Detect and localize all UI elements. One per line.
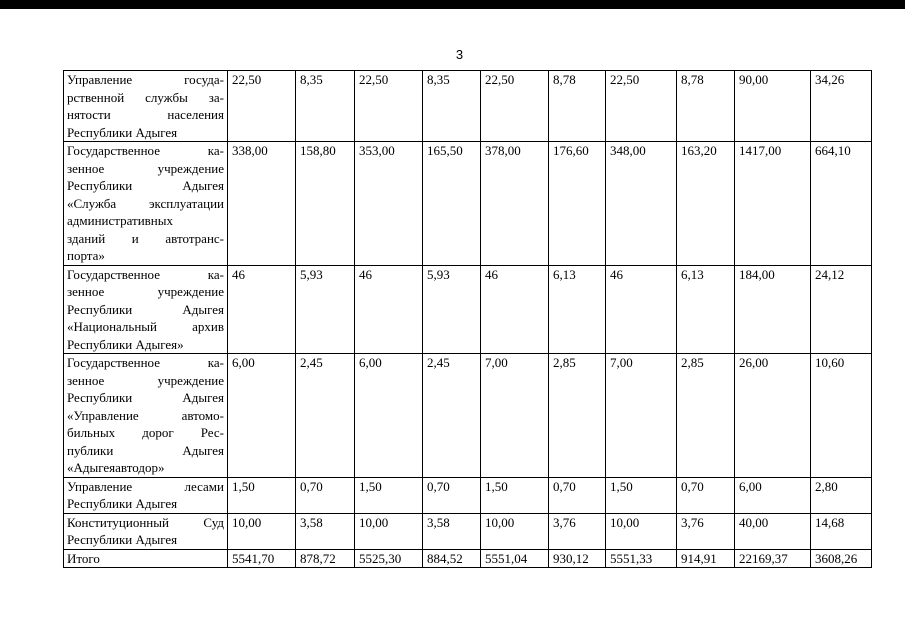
value-cell: 338,00 — [228, 142, 296, 266]
value-cell: 158,80 — [296, 142, 355, 266]
value-cell: 176,60 — [549, 142, 606, 266]
value-cell: 10,00 — [481, 513, 549, 549]
value-cell: 0,70 — [677, 477, 735, 513]
table-row — [64, 71, 872, 142]
organization-name-cell — [64, 71, 228, 142]
value-cell: 3,58 — [423, 513, 481, 549]
organization-name-line: Конституционный Суд — [67, 514, 224, 530]
value-cell: 664,10 — [811, 142, 872, 266]
organization-name-line: Республики Адыгея — [67, 301, 224, 317]
value-cell: 5,93 — [296, 265, 355, 354]
value-cell: 8,78 — [677, 71, 735, 142]
value-cell: 930,12 — [549, 549, 606, 568]
value-cell: 378,00 — [481, 142, 549, 266]
organization-name-line: Управление госуда- — [67, 72, 224, 87]
value-cell: 26,00 — [735, 354, 811, 478]
value-cell: 6,00 — [735, 477, 811, 513]
value-cell: 1,50 — [606, 477, 677, 513]
value-cell: 46 — [606, 265, 677, 354]
value-cell: 46 — [481, 265, 549, 354]
value-cell: 6,00 — [355, 354, 423, 478]
value-cell: 8,35 — [296, 71, 355, 142]
table-row — [64, 513, 872, 549]
organization-name-cell — [64, 354, 228, 478]
organization-name-line: публики Адыгея — [67, 442, 224, 458]
value-cell: 2,80 — [811, 477, 872, 513]
value-cell: 5541,70 — [228, 549, 296, 568]
value-cell: 8,78 — [549, 71, 606, 142]
value-cell: 22,50 — [228, 71, 296, 142]
organization-name-line: нятости населения — [67, 107, 224, 122]
scan-top-border — [0, 0, 905, 9]
value-cell: 8,35 — [423, 71, 481, 142]
organization-name-cell — [64, 513, 228, 549]
value-cell: 3608,26 — [811, 549, 872, 568]
value-cell: 5551,33 — [606, 549, 677, 568]
organization-name-line: Республики Адыгея — [67, 124, 178, 140]
table-row — [64, 265, 872, 354]
value-cell: 10,60 — [811, 354, 872, 478]
value-cell: 884,52 — [423, 549, 481, 568]
total-row — [64, 549, 872, 568]
organization-name-line: рственной службы за- — [67, 89, 224, 105]
organization-name-line: Итого — [67, 550, 100, 566]
value-cell: 184,00 — [735, 265, 811, 354]
value-cell: 24,12 — [811, 265, 872, 354]
value-cell: 22,50 — [481, 71, 549, 142]
page-number: 3 — [455, 47, 464, 62]
organization-name-line: Государственное ка- — [67, 355, 224, 370]
organization-name-line: Республики Адыгея — [67, 496, 178, 511]
organization-name-line: «Служба эксплуатации — [67, 195, 224, 211]
value-cell: 165,50 — [423, 142, 481, 266]
value-cell: 1417,00 — [735, 142, 811, 266]
value-cell: 348,00 — [606, 142, 677, 266]
value-cell: 5,93 — [423, 265, 481, 354]
value-cell: 7,00 — [606, 354, 677, 478]
value-cell: 2,85 — [549, 354, 606, 478]
organization-name-line: Республики Адыгея — [67, 532, 178, 547]
organization-name-line: зенное учреждение — [67, 284, 224, 299]
value-cell: 1,50 — [481, 477, 549, 513]
organization-name-cell — [64, 549, 228, 568]
value-cell: 1,50 — [228, 477, 296, 513]
value-cell: 5551,04 — [481, 549, 549, 568]
value-cell: 2,45 — [296, 354, 355, 478]
value-cell: 22,50 — [355, 71, 423, 142]
organization-name-line: «Управление автомо- — [67, 407, 224, 423]
organization-name-line: зенное учреждение — [67, 160, 224, 176]
table-row — [64, 354, 872, 478]
table-row — [64, 142, 872, 266]
table-row — [64, 477, 872, 513]
value-cell: 5525,30 — [355, 549, 423, 568]
value-cell: 22169,37 — [735, 549, 811, 568]
value-cell: 3,58 — [296, 513, 355, 549]
value-cell: 6,13 — [677, 265, 735, 354]
value-cell: 2,85 — [677, 354, 735, 478]
value-cell: 40,00 — [735, 513, 811, 549]
value-cell: 878,72 — [296, 549, 355, 568]
table-body — [64, 71, 872, 568]
organization-name-line: административных — [67, 213, 173, 228]
value-cell: 914,91 — [677, 549, 735, 568]
organization-name-line: зенное учреждение — [67, 372, 224, 388]
organization-name-line: Государственное ка- — [67, 266, 224, 282]
organization-name-line: Управление лесами — [67, 478, 224, 494]
value-cell: 3,76 — [677, 513, 735, 549]
organization-name-cell — [64, 477, 228, 513]
value-cell: 3,76 — [549, 513, 606, 549]
organization-name-line: порта» — [67, 248, 105, 263]
value-cell: 46 — [355, 265, 423, 354]
value-cell: 163,20 — [677, 142, 735, 266]
value-cell: 6,13 — [549, 265, 606, 354]
organization-name-line: Республики Адыгея — [67, 178, 224, 193]
value-cell: 90,00 — [735, 71, 811, 142]
organization-name-line: бильных дорог Рес- — [67, 425, 224, 440]
organization-name-line: «Адыгеяавтодор» — [67, 460, 165, 475]
value-cell: 0,70 — [296, 477, 355, 513]
organization-name-line: «Национальный архив — [67, 319, 224, 334]
value-cell: 22,50 — [606, 71, 677, 142]
value-cell: 34,26 — [811, 71, 872, 142]
value-cell: 1,50 — [355, 477, 423, 513]
organization-name-cell — [64, 142, 228, 266]
organization-name-line: зданий и автотранс- — [67, 230, 224, 246]
organization-name-cell — [64, 265, 228, 354]
value-cell: 7,00 — [481, 354, 549, 478]
value-cell: 10,00 — [228, 513, 296, 549]
organization-name-line: Республики Адыгея» — [67, 336, 184, 352]
value-cell: 353,00 — [355, 142, 423, 266]
organization-name-line: Республики Адыгея — [67, 390, 224, 405]
value-cell: 2,45 — [423, 354, 481, 478]
value-cell: 6,00 — [228, 354, 296, 478]
organization-name-line: Государственное ка- — [67, 143, 224, 158]
value-cell: 46 — [228, 265, 296, 354]
budget-table — [63, 70, 872, 568]
value-cell: 14,68 — [811, 513, 872, 549]
value-cell: 0,70 — [549, 477, 606, 513]
value-cell: 10,00 — [606, 513, 677, 549]
value-cell: 0,70 — [423, 477, 481, 513]
value-cell: 10,00 — [355, 513, 423, 549]
